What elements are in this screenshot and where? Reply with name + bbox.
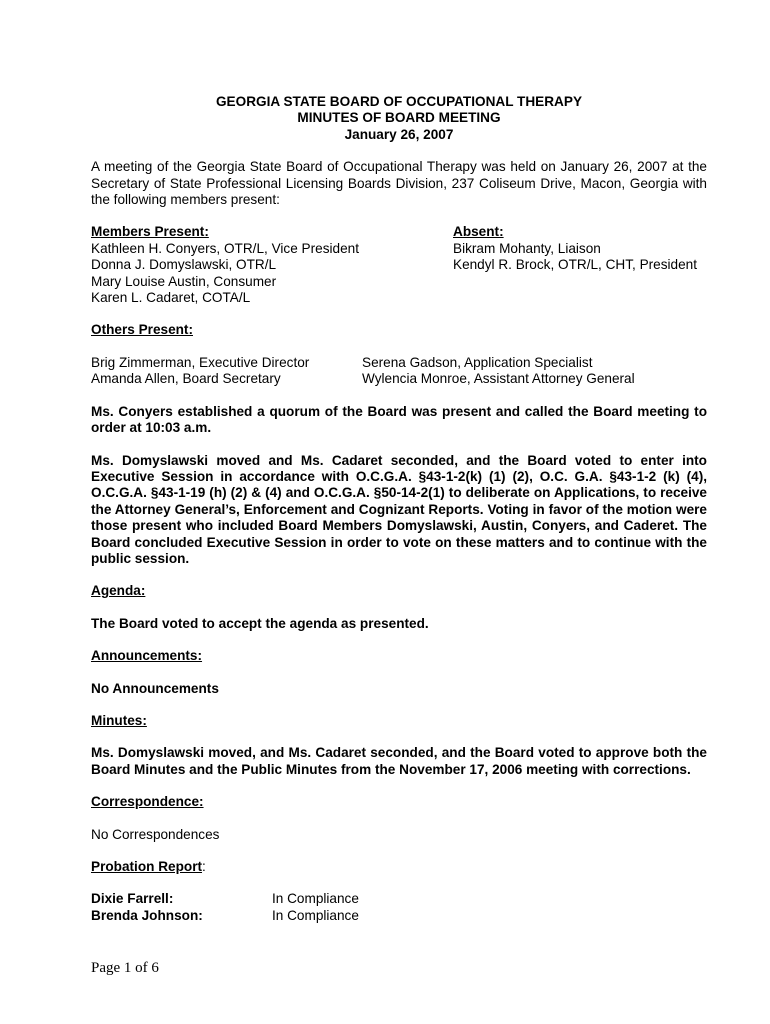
- member-item: Kathleen H. Conyers, OTR/L, Vice President: [91, 240, 359, 256]
- header-title: GEORGIA STATE BOARD OF OCCUPATIONAL THERAPY: [215, 94, 583, 109]
- intro-paragraph: A meeting of the Georgia State Board of Occupational Therapy was held on January 26, 2007 at the Secretary of State Professional Licensing Boards Division, 237 Coliseum Drive, Macon, Georgia with the following members present:: [91, 159, 707, 208]
- quorum-paragraph: Ms. Conyers established a quorum of the Board was present and called the Board meeting to order at 10:03 a.m.: [91, 403, 707, 436]
- probation-name: Brenda Johnson:: [91, 907, 203, 923]
- minutes-text: Ms. Domyslawski moved, and Ms. Cadaret seconded, and the Board voted to approve both the Board Minutes and the Public Minutes from the November 17, 2006 meeting with corrections.: [91, 745, 707, 777]
- probation-row: [91, 908, 707, 924]
- probation-name: Dixie Farrell:: [91, 891, 174, 907]
- member-item: Karen L. Cadaret, COTA/L: [91, 290, 251, 306]
- other-item: Brig Zimmerman, Executive Director: [91, 354, 310, 370]
- announcements-text: No Announcements: [91, 680, 219, 696]
- others-left-column: [91, 355, 362, 388]
- members-present-list: [91, 224, 453, 306]
- others-right-column: [362, 355, 635, 388]
- members-present-heading: Members Present:: [91, 224, 209, 240]
- agenda-text: The Board voted to accept the agenda as presented.: [91, 615, 429, 631]
- absent-item: Bikram Mohanty, Liaison: [453, 240, 601, 256]
- probation-heading-line: [91, 859, 707, 875]
- other-item: Amanda Allen, Board Secretary: [91, 371, 281, 387]
- document-body: [91, 94, 707, 924]
- page-number: Page 1 of 6: [91, 960, 159, 976]
- agenda-heading: Agenda:: [91, 583, 146, 599]
- others-present-heading: Others Present:: [91, 322, 193, 338]
- header-date: January 26, 2007: [344, 126, 454, 142]
- other-item: Wylencia Monroe, Assistant Attorney General: [362, 371, 635, 387]
- others-present-list: [91, 355, 707, 388]
- minutes-heading: Minutes:: [91, 712, 147, 728]
- announcements-heading: Announcements:: [91, 648, 203, 664]
- probation-status: In Compliance: [272, 891, 359, 907]
- probation-heading-colon: :: [202, 859, 206, 874]
- member-item: Mary Louise Austin, Consumer: [91, 273, 277, 289]
- probation-heading: Probation Report: [91, 859, 203, 874]
- other-item: Serena Gadson, Application Specialist: [362, 354, 593, 370]
- probation-row: [91, 891, 707, 907]
- probation-list: [91, 891, 707, 924]
- header-subtitle: MINUTES OF BOARD MEETING: [297, 110, 501, 126]
- absent-item: Kendyl R. Brock, OTR/L, CHT, President: [453, 257, 698, 273]
- correspondence-heading: Correspondence:: [91, 794, 204, 810]
- absent-list: [453, 224, 697, 306]
- probation-status: In Compliance: [272, 907, 359, 923]
- attendance-section: [91, 224, 707, 306]
- executive-session-paragraph: Ms. Domyslawski moved and Ms. Cadaret seconded, and the Board voted to enter into Executive Session in accordance with O.C.G.A. §43-1-2(k) (1) (2), O.C. G.A. §43-1-2 (k) (4), O.C.G.A. §43-1-19 (h) (2) & (4) and O.C.G.A. §50-14-2(1) to deliberate on Applications, to receive the Attorney General’s, Enforcement and Cognizant Reports. Voting in favor of the motion were those present who included Board Members Domyslawski, Austin, Conyers, and Caderet. The Board concluded Executive Session in order to vote on these matters and to continue with the public session.: [91, 452, 707, 566]
- member-item: Donna J. Domyslawski, OTR/L: [91, 257, 277, 273]
- correspondence-text: No Correspondences: [91, 826, 220, 842]
- absent-heading: Absent:: [453, 224, 504, 240]
- document-header: [91, 94, 707, 143]
